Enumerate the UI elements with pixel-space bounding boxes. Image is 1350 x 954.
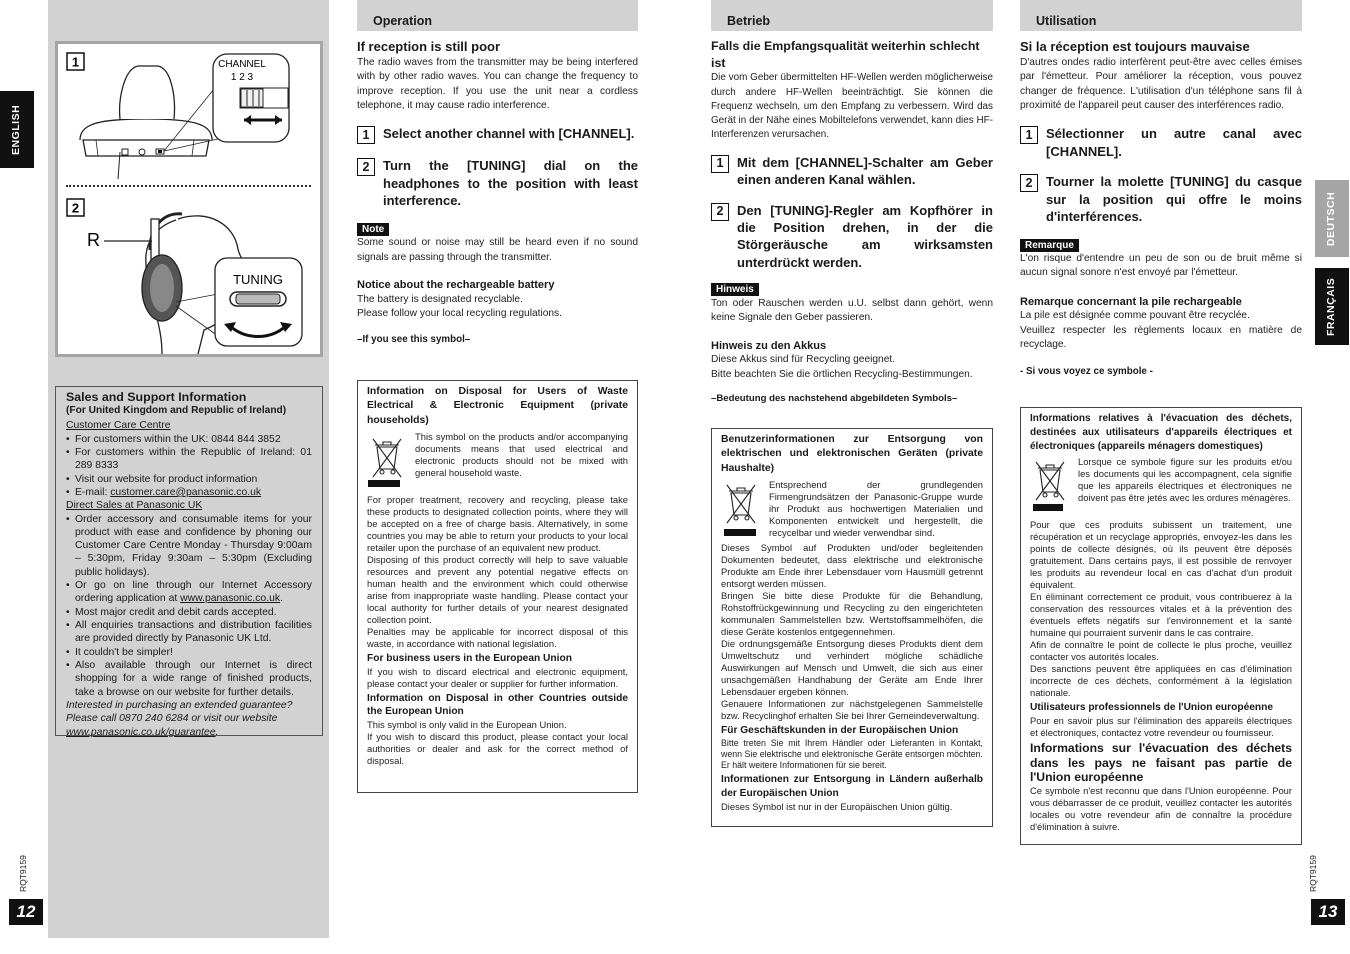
disposal-paragraph: For proper treatment, recovery and recycling, please take these products to designated collection points, where they will be accepted on a free of charge basis. Alternatively, in some countries you may be able to return your products to your local retailer upon the purchase of an equivalent new product. — [367, 493, 628, 553]
direct-item: • Also available through our Internet is direct shopping for a wide range of finished products, take a browse on our website for further details. — [66, 659, 312, 699]
operation-title: If reception is still poor — [357, 39, 501, 54]
direct-item: • Or go on line through our Internet Accessory ordering application at www.panasonic.co.uk. — [66, 579, 312, 606]
battery-text: Veuillez respecter les règlements locaux en matière de recyclage. — [1020, 324, 1302, 351]
disposal-paragraph: Pour en savoir plus sur l'élimination des appareils électriques et électroniques, contactez votre revendeur ou fournisseur. — [1030, 714, 1292, 739]
care-item: • Visit our website for product information — [66, 473, 312, 486]
headphones-figure — [58, 44, 320, 354]
utilisation-step-1: 1 Sélectionner un autre canal avec [CHANNEL]. — [1020, 125, 1302, 160]
disposal-paragraph: En éliminant correctement ce produit, vous contribuerez à la conservation des ressources vitales et à la prévention des éventuels effets négatifs sur l'environnement et la santé humaine qui pourraient survenir dans le cas contraire. — [1030, 591, 1292, 639]
guarantee-link[interactable]: www.panasonic.co.uk/guarantee — [66, 726, 216, 738]
disposal-subheading: Information on Disposal in other Countries outside the European Union — [367, 692, 628, 718]
wheelie-bin-icon — [721, 479, 761, 541]
betrieb-header: Betrieb — [711, 0, 993, 31]
direct-item: • All enquiries transactions and distribution facilities are provided directly by Panasonic UK Ltd. — [66, 619, 312, 646]
disposal-paragraph: If you wish to discard electrical and electronic equipment, please contact your dealer or supplier for further information. — [367, 665, 628, 689]
betrieb-title: Falls die Empfangsqualität weiterhin schlecht ist — [711, 39, 980, 70]
doc-id-right: RQT9159 — [1307, 855, 1318, 893]
disposal-heading: Informations relatives à l'évacuation des déchets, destinées aux utilisateurs d'appareils électriques et électroniques (appareils ménagers domestiques) — [1030, 413, 1292, 452]
doc-id-left: RQT9159 — [17, 855, 28, 893]
disposal-subheading: Informationen zur Entsorgung in Ländern außerhalb der Europäischen Union — [721, 774, 983, 800]
battery-title: Notice about the rechargeable battery — [357, 279, 555, 292]
care-item: • For customers within the Republic of Ireland: 01 289 8333 — [66, 446, 312, 473]
email-link[interactable]: customer.care@panasonic.co.uk — [110, 486, 262, 498]
care-item-email: • E-mail: customer.care@panasonic.co.uk — [66, 486, 312, 499]
betrieb-column — [711, 38, 993, 406]
betrieb-step-2: 2 Den [TUNING]-Regler am Kopfhörer in die Position drehen, in der die Störgeräusche am wirksamsten unterdrückt werden. — [711, 202, 993, 272]
direct-sales-title: Direct Sales at Panasonic UK — [66, 500, 203, 512]
disposal-paragraph: Disposing of this product correctly will help to save valuable resources and prevent any potential negative effects on human health and the environment which could otherwise arise from inappropriate waste handling. Please contact your local authority for further details of your nearest designated collection point. — [367, 553, 628, 625]
note-text: Ton oder Rauschen werden u.U. selbst dann gehört, wenn keine Signale den Geber passieren. — [711, 297, 993, 324]
disposal-subheading: For business users in the European Union — [367, 652, 572, 664]
disposal-box-de — [711, 428, 993, 827]
care-item: • For customers within the UK: 0844 844 3852 — [66, 433, 312, 446]
sales-support-box — [55, 386, 323, 736]
battery-text: La pile est désignée comme pouvant être recyclée. — [1020, 310, 1250, 322]
note-tag: Remarque — [1020, 239, 1079, 252]
disposal-paragraph: Bringen Sie bitte diese Produkte für die Behandlung, Rohstoffrückgewinnung und Recycling zu den eingerichteten kommunalen Sammelstellen bzw. Wertstoffsammelhöfen, die diese Geräte kostenlos entgegennehmen. — [721, 589, 983, 637]
direct-item: • It couldn't be simpler! — [66, 646, 312, 659]
step-number: 2 — [711, 203, 729, 221]
battery-text: Diese Akkus sind für Recycling geeignet. — [711, 354, 896, 366]
operation-step-2: 2 Turn the [TUNING] dial on the headphones to the position with least interference. — [357, 157, 638, 209]
direct-list — [66, 513, 312, 699]
disposal-paragraph: This symbol is only valid in the European Union. — [367, 719, 567, 731]
disposal-paragraph: Pour que ces produits subissent un traitement, une récupération et un recyclage appropriés, envoyez-les dans les points de collecte désignés, où ils peuvent être déposés gratuitement. Dans certains pays, il est possible de renvoyer les produits au revendeur local en cas d'achat d'un produit équivalent. — [1030, 518, 1292, 590]
disposal-subheading: Utilisateurs professionnels de l'Union européenne — [1030, 702, 1274, 714]
disposal-paragraph: Ce symbole n'est reconnu que dans l'Union européenne. Pour vous débarrasser de ce produit, veuillez contacter les autorités locales ou votre revendeur afin de connaître la procédure d'élimination à suivre. — [1030, 784, 1292, 833]
note-tag: Hinweis — [711, 283, 759, 296]
battery-title: Hinweis zu den Akkus — [711, 339, 827, 352]
disposal-paragraph: Penalties may be applicable for incorrect disposal of this waste, in accordance with national legislation. — [367, 625, 628, 649]
disposal-paragraph: Des sanctions peuvent être appliquées en cas d'élimination incorrecte de ces déchets, conformément à la législation nationale. — [1030, 663, 1292, 699]
direct-item: • Order accessory and consumable items for your product with ease and confidence by phoning our Customer Care Centre Monday - Thursday 9:00am – 5:30pm, Friday 9:30am – 5:30pm (Excluding public holidays). — [66, 513, 312, 580]
channel-nums-label: 1 2 3 — [230, 72, 254, 83]
disposal-paragraph: Die ordnungsgemäße Entsorgung dieses Produkts dient dem Umweltschutz und verhindert mögliche schädliche Auswirkungen auf Mensch und Umwelt, die sich aus einer unsachgemäßen Handhabung der Geräte am Ende Ihrer Lebensdauer ergeben können. — [721, 637, 983, 697]
step-number: 1 — [1020, 126, 1038, 144]
disposal-heading: Benutzerinformationen zur Entsorgung von elektrischen und elektronischen Geräten (private Haushalte) — [721, 434, 983, 474]
lang-tab-francais: FRANÇAIS — [1315, 268, 1349, 345]
disposal-icon-text: Lorsque ce symbole figure sur les produits et/ou les documents qui les accompagnent, cela signifie que les appareils électriques et électroniques ne doivent pas être jetés avec les ordures ménagères. — [1078, 456, 1292, 504]
note-tag: Note — [357, 223, 389, 236]
utilisation-title: Si la réception est toujours mauvaise — [1020, 39, 1250, 54]
lang-tab-deutsch: DEUTSCH — [1315, 180, 1349, 257]
note-text: Some sound or noise may still be heard even if no sound signals are passing through the transmitter. — [357, 237, 638, 263]
step-number: 2 — [1020, 174, 1038, 192]
wheelie-bin-icon — [1030, 456, 1070, 518]
symbol-intro: –If you see this symbol– — [357, 333, 471, 345]
operation-step-1: 1 Select another channel with [CHANNEL]. — [357, 125, 638, 144]
figure-panel — [55, 41, 323, 357]
battery-text: The battery is designated recyclable. — [357, 293, 523, 305]
sales-heading: Sales and Support Information — [66, 390, 247, 404]
utilisation-header: Utilisation — [1020, 0, 1302, 31]
website-link[interactable]: www.panasonic.co.uk — [180, 593, 281, 605]
figure-step1-label: 1 — [71, 54, 80, 70]
care-centre-title: Customer Care Centre — [66, 420, 171, 432]
r-label: R — [87, 230, 100, 250]
disposal-subheading: Informations sur l'évacuation des déchets dans les pays ne faisant pas partie de l'Union européenne — [1030, 741, 1292, 785]
guarantee-text: Interested in purchasing an extended guarantee? Please call 0870 240 6284 or visit our website www.panasonic.co.uk/guarantee. — [66, 699, 293, 738]
utilisation-step-2: 2 Tourner la molette [TUNING] du casque sur la position qui offre le moins d'interférences. — [1020, 173, 1302, 225]
utilisation-column — [1020, 38, 1302, 379]
disposal-paragraph: Afin de connaître le point de collecte le plus proche, veuillez contacter vos autorités locales. — [1030, 639, 1292, 663]
operation-column — [357, 38, 638, 347]
battery-text: Please follow your local recycling regulations. — [357, 308, 562, 320]
disposal-heading: Information on Disposal for Users of Waste Electrical & Electronic Equipment (private households) — [367, 386, 628, 426]
direct-item: • Most major credit and debit cards accepted. — [66, 606, 312, 619]
step-number: 1 — [357, 126, 375, 144]
symbol-intro: - Si vous voyez ce symbole - — [1020, 365, 1153, 377]
figure-divider — [66, 185, 311, 187]
disposal-subheading: Für Geschäftskunden in der Europäischen Union — [721, 725, 959, 736]
figure-step2-label: 2 — [71, 200, 80, 216]
disposal-paragraph: If you wish to discard this product, please contact your local authorities or dealer and ask for the correct method of disposal. — [367, 731, 628, 767]
utilisation-intro: D'autres ondes radio interfèrent peut-être avec celles émises par l'émetteur. Pour améliorer la réception, vous pouvez changer de fréquence. L'utilisation d'un téléphone sans fil à proximité de l'appareil peut causer des interférences radio. — [1020, 56, 1302, 111]
step-number: 2 — [357, 158, 375, 176]
disposal-paragraph: Dieses Symbol auf Produkten und/oder begleitenden Dokumenten bedeutet, dass elektrische und elektronische Produkte am Ende ihrer Lebensdauer vom Hausmüll getrennt entsorgt werden müssen. — [721, 541, 983, 589]
tuning-label: TUNING — [233, 272, 283, 287]
battery-text: Bitte beachten Sie die örtlichen Recycling-Bestimmungen. — [711, 368, 973, 380]
channel-label: CHANNEL — [218, 59, 266, 70]
note-text: L'on risque d'entendre un peu de son ou de bruit même si aucun signal sonore n'est envoyé par l'émetteur. — [1020, 252, 1302, 279]
sales-subheading: (For United Kingdom and Republic of Ireland) — [66, 405, 287, 417]
betrieb-intro: Die vom Geber übermittelten HF-Wellen werden möglicherweise durch andere HF-Wellen beeinträchtigt. Sie können die Frequenz wechseln, um den Empfang zu verbessern. Wird das Gerät in der Nähe eines Mobiltelefons verwendet, kann dies HF-Interferenzen verursachen. — [711, 72, 993, 140]
symbol-intro: –Bedeutung des nachstehend abgebildeten Symbols– — [711, 393, 958, 405]
battery-title: Remarque concernant la pile rechargeable — [1020, 295, 1242, 308]
disposal-box-fr — [1020, 407, 1302, 845]
disposal-icon-text: Entsprechend der grundlegenden Firmengrundsätzen der Panasonic-Gruppe wurde ihr Produkt aus hochwertigen Materialien und Komponenten entwickelt und hergestellt, die recycelbar und wieder verwendbar sind. — [769, 479, 983, 539]
disposal-box-en — [357, 380, 638, 793]
step-number: 1 — [711, 155, 729, 173]
wheelie-bin-icon — [367, 431, 407, 493]
disposal-paragraph: Genauere Informationen zur nächstgelegenen Sammelstelle bzw. Recyclinghof erhalten Sie bei Ihrer Gemeindeverwaltung. — [721, 697, 983, 721]
page-number-left: 12 — [9, 899, 43, 925]
disposal-paragraph: Bitte treten Sie mit Ihrem Händler oder Lieferanten in Kontakt, wenn Sie elektrische und elektronische Geräte entsorgen möchten. Er hält weitere Informationen für sie bereit. — [721, 737, 983, 771]
betrieb-step-1: 1 Mit dem [CHANNEL]-Schalter am Geber einen anderen Kanal wählen. — [711, 154, 993, 189]
care-list — [66, 433, 312, 500]
page-number-right: 13 — [1311, 899, 1345, 925]
operation-header: Operation — [357, 0, 638, 31]
lang-tab-english: ENGLISH — [0, 91, 34, 168]
operation-intro: The radio waves from the transmitter may be being interfered with by other radio waves. You can change the frequency to improve reception. If you use the unit near a cordless telephone, it may cause radio interference. — [357, 56, 638, 111]
disposal-icon-text: This symbol on the products and/or accompanying documents means that used electrical and electronic products should not be mixed with general household waste. — [415, 431, 628, 479]
disposal-paragraph: Dieses Symbol ist nur in der Europäischen Union gültig. — [721, 800, 953, 812]
